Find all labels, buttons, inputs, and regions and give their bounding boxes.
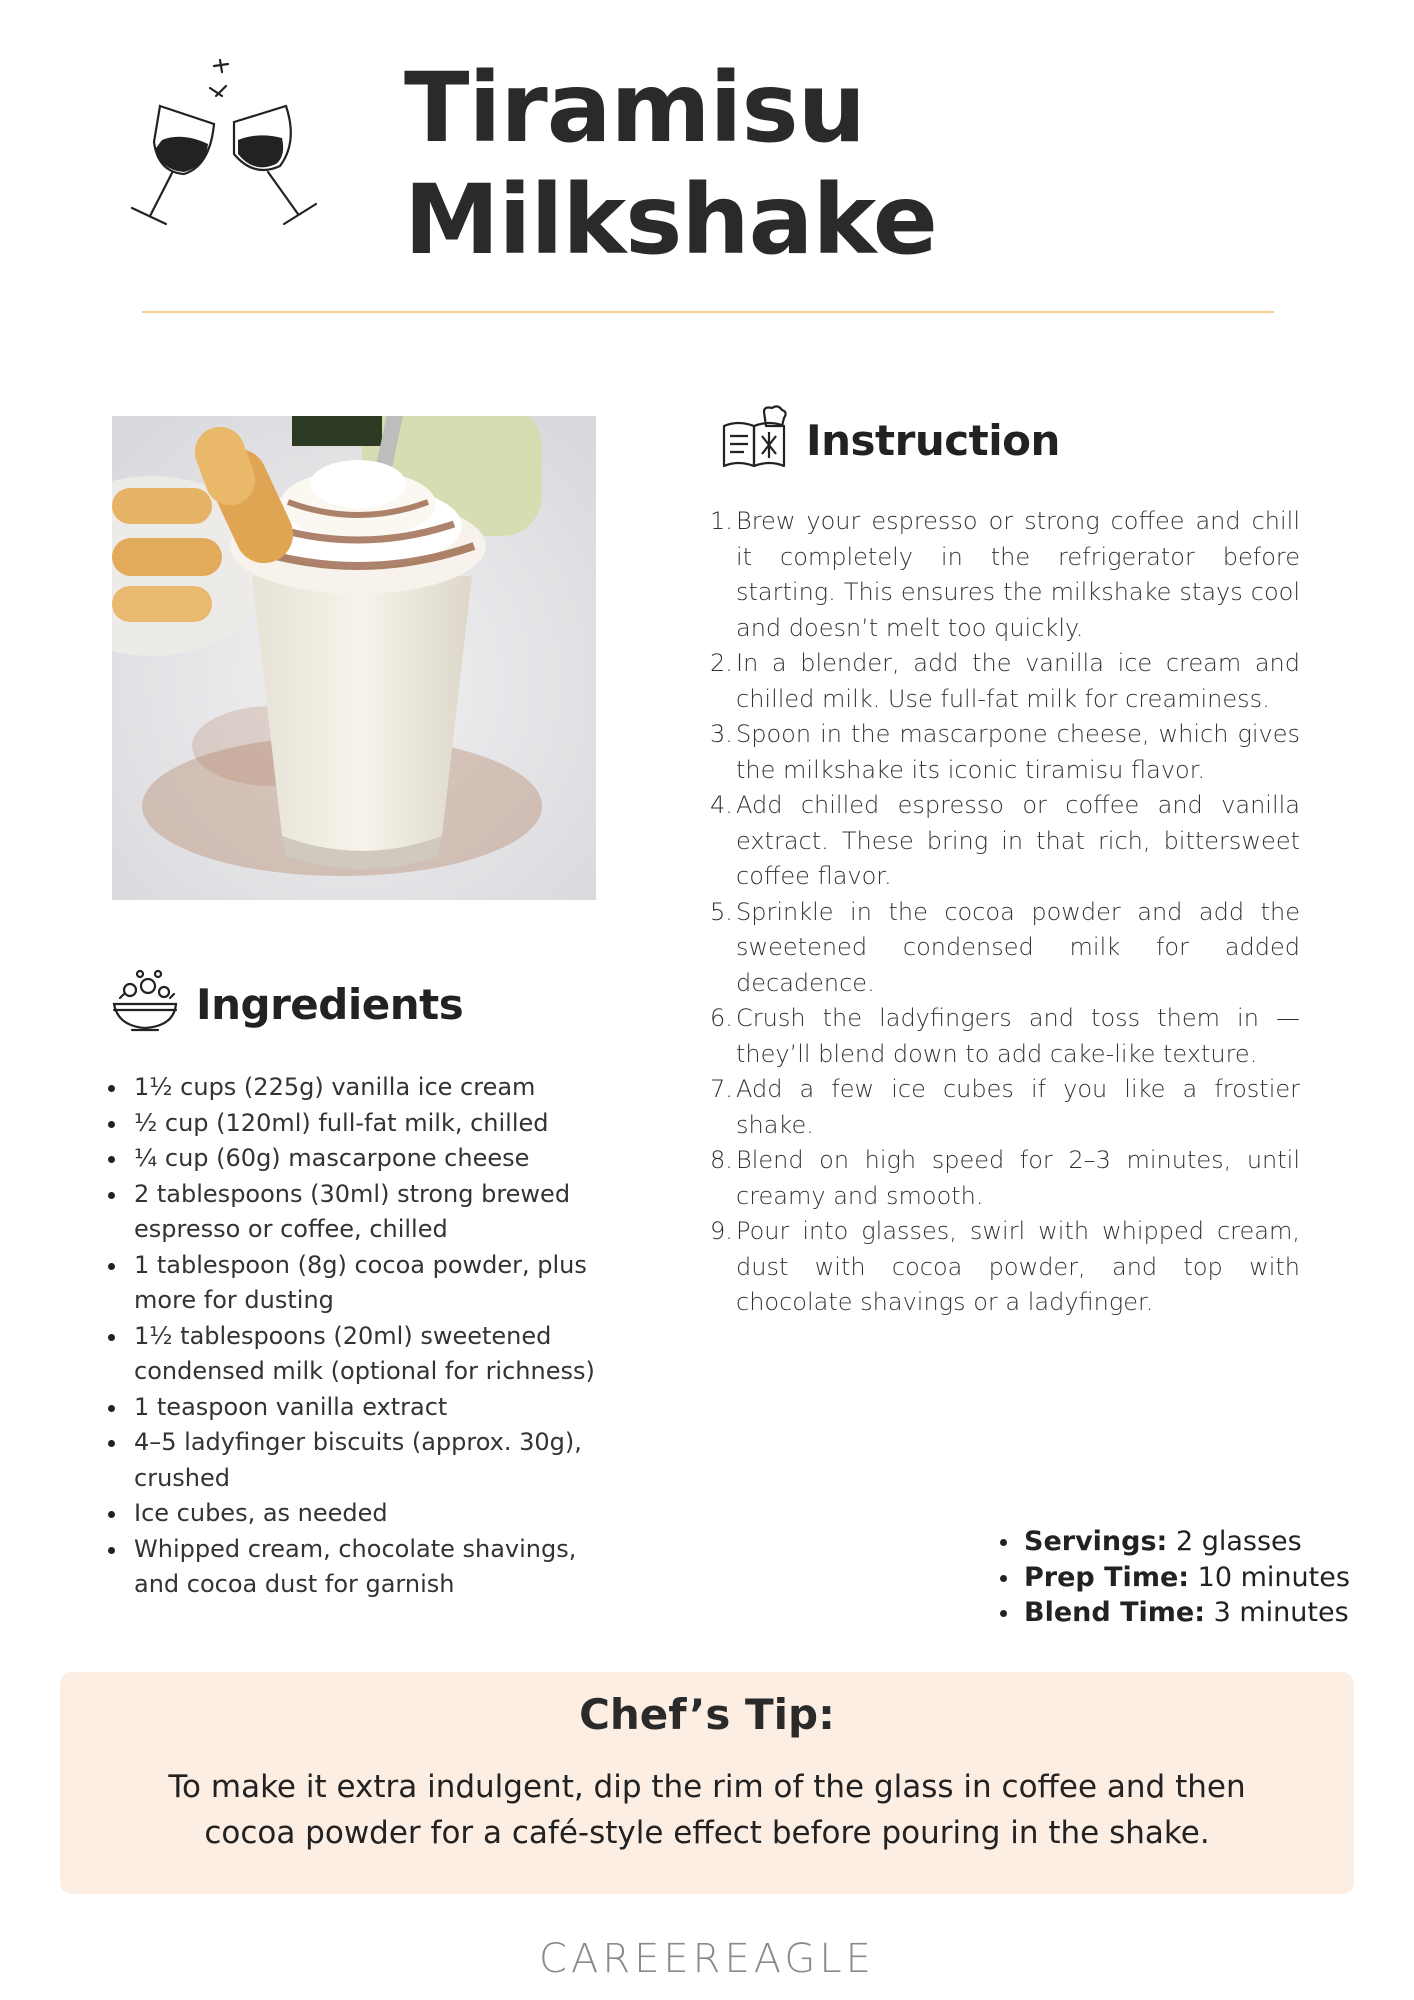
- instruction-step: [710, 1072, 1300, 1143]
- step-number: 4.: [710, 791, 733, 819]
- instruction-step: [710, 1001, 1300, 1072]
- blend-time-item: [996, 1595, 1376, 1631]
- step-text: Add a few ice cubes if you like a frostier shake.: [736, 1075, 1300, 1139]
- ingredient-item: 1½ cups (225g) vanilla ice cream: [100, 1070, 620, 1106]
- step-number: 6.: [710, 1004, 733, 1032]
- instruction-step: [710, 895, 1300, 1002]
- ingredient-item: 1½ tablespoons (20ml) sweetened condensed milk (optional for richness): [100, 1319, 620, 1390]
- ingredient-item: 4–5 ladyfinger biscuits (approx. 30g), crushed: [100, 1425, 620, 1496]
- blend-time-value: 3 minutes: [1213, 1597, 1349, 1628]
- instruction-step: [710, 1143, 1300, 1214]
- brand-logo: CAREEREAGLE: [539, 1936, 875, 1982]
- recipe-book-chef-icon: [720, 404, 792, 476]
- step-number: 8.: [710, 1146, 733, 1174]
- servings-item: [996, 1524, 1376, 1560]
- step-number: 3.: [710, 720, 733, 748]
- step-number: 1.: [710, 507, 733, 535]
- ingredient-item: 1 teaspoon vanilla extract: [100, 1390, 620, 1426]
- step-number: 5.: [710, 897, 733, 926]
- instruction-step: [710, 504, 1300, 646]
- recipe-meta-list: [996, 1524, 1376, 1631]
- chefs-tip-box: [60, 1672, 1354, 1894]
- step-text: Blend on high speed for 2–3 minutes, until creamy and smooth.: [736, 1146, 1300, 1210]
- step-number: 9.: [710, 1217, 733, 1245]
- header-divider: [142, 311, 1274, 313]
- ingredients-list: [100, 1070, 620, 1603]
- instruction-step: [710, 788, 1300, 895]
- chefs-tip-text: To make it extra indulgent, dip the rim of the glass in coffee and then cocoa powder for a café-style effect before pouring in the shake.: [168, 1769, 1246, 1851]
- ingredient-item: Whipped cream, chocolate shavings, and cocoa dust for garnish: [100, 1532, 620, 1603]
- ingredient-item: Ice cubes, as needed: [100, 1496, 620, 1532]
- servings-label: Servings:: [1024, 1526, 1168, 1557]
- step-text: Sprinkle in the cocoa powder and add the sweetened condensed milk for added decadence.: [736, 897, 1300, 997]
- instruction-heading: Instruction: [806, 415, 1060, 465]
- step-text: Crush the ladyfingers and toss them in — they’ll blend down to add cake-like texture.: [736, 1004, 1300, 1068]
- title-line-1: Tiramisu: [404, 52, 865, 164]
- step-text: Pour into glasses, swirl with whipped cream, dust with cocoa powder, and top with chocolate shavings or a ladyfinger.: [736, 1217, 1300, 1316]
- ingredient-item: 2 tablespoons (30ml) strong brewed espresso or coffee, chilled: [100, 1177, 620, 1248]
- chefs-tip-title: Chef’s Tip:: [579, 1690, 835, 1739]
- step-text: In a blender, add the vanilla ice cream and chilled milk. Use full-fat milk for creaminess.: [736, 649, 1300, 713]
- title-line-2: Milkshake: [404, 164, 937, 276]
- ingredient-item: ½ cup (120ml) full-fat milk, chilled: [100, 1106, 620, 1142]
- mixing-bowl-icon: [110, 968, 182, 1040]
- toasting-wine-glasses-icon: [122, 56, 332, 228]
- instruction-list: [710, 504, 1300, 1321]
- ingredient-item: ¼ cup (60g) mascarpone cheese: [100, 1141, 620, 1177]
- step-text: Brew your espresso or strong coffee and chill it completely in the refrigerator before starting. This ensures the milkshake stays cool and doesn’t melt too quickly.: [736, 507, 1300, 642]
- step-number: 7.: [710, 1075, 733, 1103]
- servings-value: 2 glasses: [1175, 1526, 1302, 1557]
- step-text: Spoon in the mascarpone cheese, which gives the milkshake its iconic tiramisu flavor.: [736, 720, 1300, 784]
- ingredients-heading: Ingredients: [196, 979, 464, 1029]
- instruction-step: [710, 717, 1300, 788]
- ingredient-item: 1 tablespoon (8g) cocoa powder, plus more for dusting: [100, 1248, 620, 1319]
- step-text: Add chilled espresso or coffee and vanilla extract. These bring in that rich, bittersweet coffee flavor.: [736, 791, 1300, 890]
- step-number: 2.: [710, 649, 733, 677]
- milkshake-photo: [112, 416, 596, 900]
- blend-time-label: Blend Time:: [1024, 1597, 1206, 1628]
- prep-time-value: 10 minutes: [1197, 1561, 1350, 1593]
- page-title: [404, 52, 937, 276]
- instruction-step: [710, 1214, 1300, 1321]
- ingredients-header: [110, 968, 463, 1040]
- instruction-step: [710, 646, 1300, 717]
- instruction-header: [720, 404, 1060, 476]
- prep-time-item: [996, 1560, 1376, 1596]
- prep-time-label: Prep Time:: [1024, 1561, 1190, 1593]
